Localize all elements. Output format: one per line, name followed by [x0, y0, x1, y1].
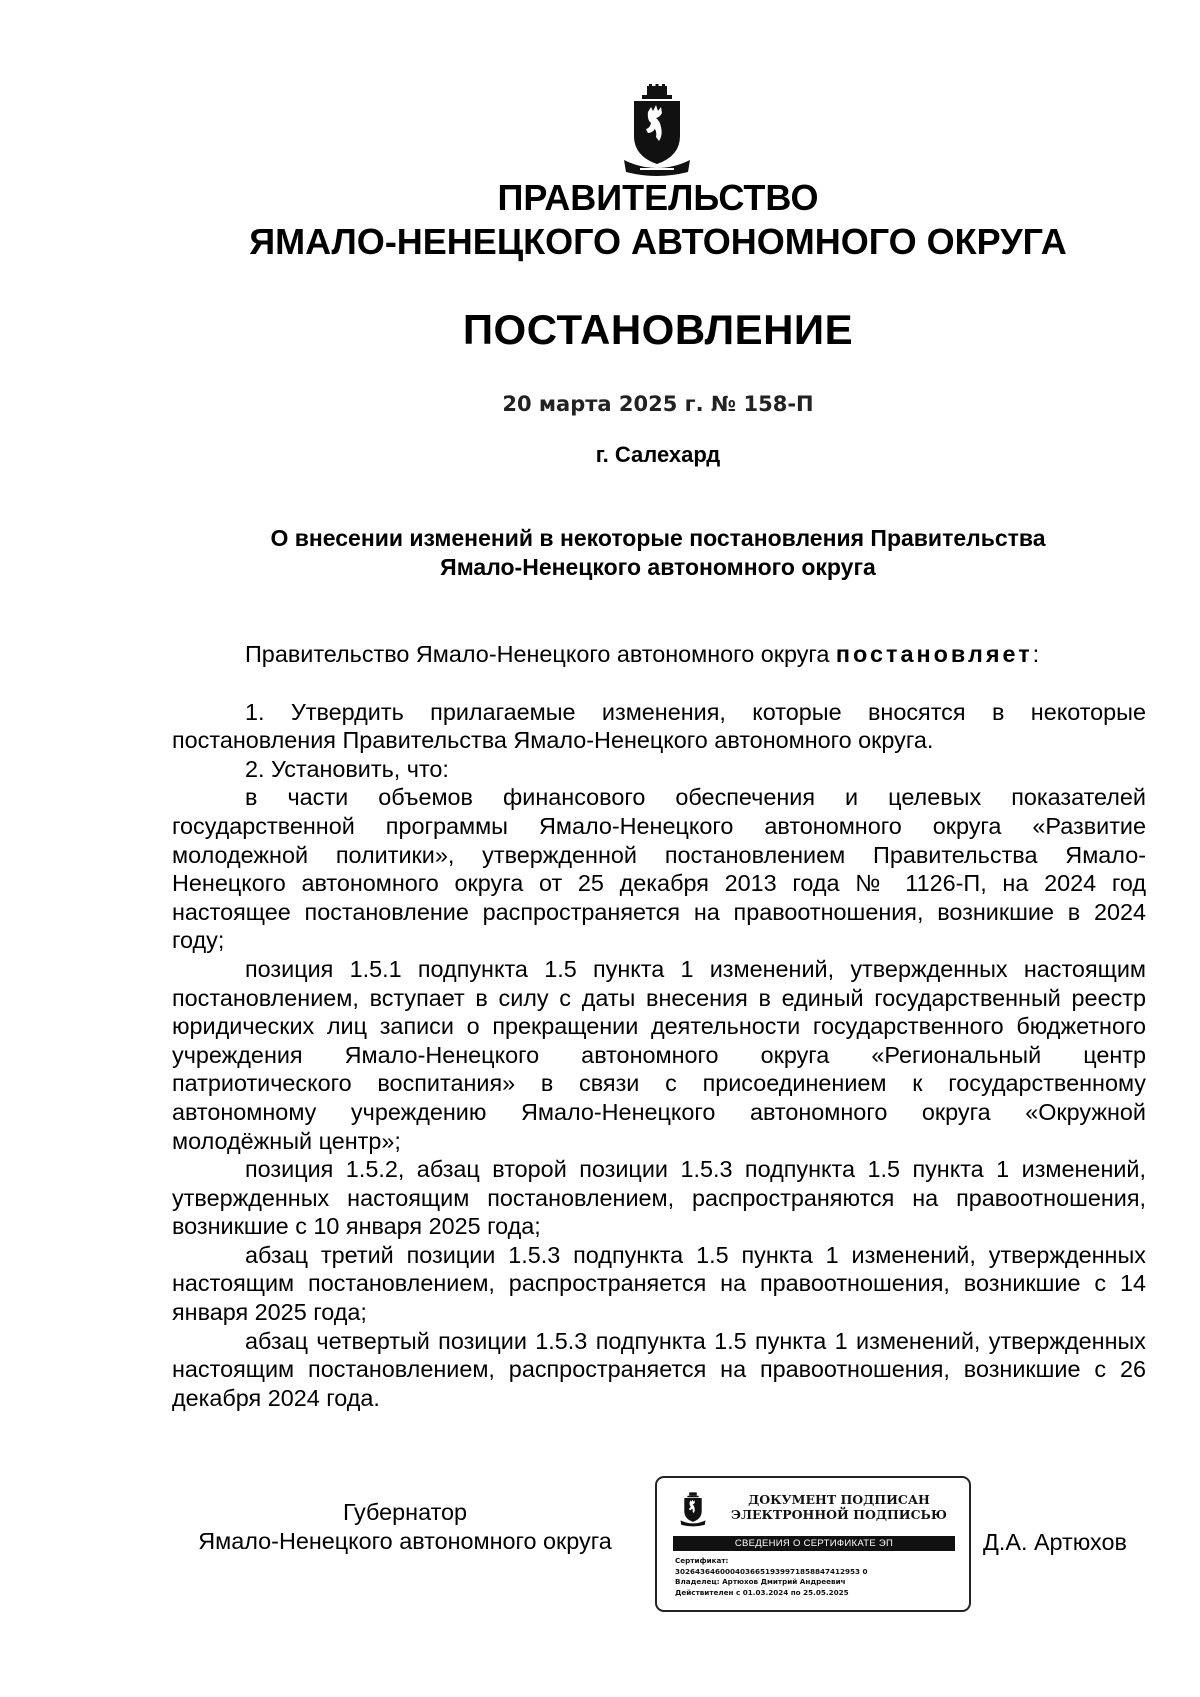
body-paragraph: позиция 1.5.2, абзац второй позиции 1.5.3 подпункта 1.5 пункта 1 изменений, утвержденных настоящим постановлением, распространяются на правоотношения, возникшие с 10 января 2025 года; — [172, 1156, 1146, 1240]
stamp-title-line1: ДОКУМЕНТ ПОДПИСАН — [748, 1492, 930, 1507]
body-paragraph: позиция 1.5.1 подпункта 1.5 пункта 1 изменений, утвержденных настоящим постановлением, вступает в силу с даты внесения в единый государственный реестр юридических лиц записи о прекращении деятельности государственного бюджетного учреждения Ямало-Ненецкого автономного округа «Региональный центр патриотического воспитания» в связи с присоединением к государственному автономному учреждению Ямало-Ненецкого автономного округа «Окружной молодёжный центр»; — [172, 955, 1146, 1154]
government-title — [0, 176, 1200, 264]
stamp-coat-of-arms-icon — [679, 1490, 707, 1528]
stamp-certificate-bar: СВЕДЕНИЯ О СЕРТИФИКАТЕ ЭП — [673, 1536, 955, 1551]
electronic-signature-stamp — [655, 1476, 971, 1612]
stamp-title-line2: ЭЛЕКТРОННОЙ ПОДПИСЬЮ — [731, 1507, 947, 1522]
stamp-cert-number: 3026436460004036651939971858847412953 0 — [675, 1566, 868, 1576]
government-title-line1: ПРАВИТЕЛЬСТВО — [497, 177, 819, 218]
body-paragraph: 1. Утвердить прилагаемые изменения, которые вносятся в некоторые постановления Правительства Ямало-Ненецкого автономного округа. — [172, 698, 1146, 754]
preamble-emphasis: постановляет — [835, 641, 1033, 667]
stamp-cert-label: Сертификат: — [675, 1556, 729, 1565]
stamp-certificate-details — [675, 1556, 959, 1598]
body-paragraph: 2. Установить, что: — [245, 755, 449, 782]
government-title-line2: ЯМАЛО-НЕНЕЦКОГО АВТОНОМНОГО ОКРУГА — [249, 221, 1067, 262]
preamble-end: : — [1032, 641, 1040, 667]
body-paragraph: абзац третий позиции 1.5.3 подпункта 1.5 пункта 1 изменений, утвержденных настоящим постановлением, распространяется на правоотношения, возникшие с 14 января 2025 года; — [172, 1241, 1146, 1326]
preamble-paragraph — [172, 640, 1146, 669]
body-paragraph: абзац четвертый позиции 1.5.3 подпункта 1.5 пункта 1 изменений, утвержденных настоящим постановлением, распространяется на правоотношения, возникшие с 26 декабря 2024 года. — [172, 1327, 1146, 1411]
document-city: г. Салехард — [595, 442, 721, 467]
subject-line1: О внесении изменений в некоторые постановления Правительства — [270, 525, 1046, 551]
stamp-owner: Владелец: Артюхов Дмитрий Андреевич — [675, 1577, 846, 1586]
signatory-position — [170, 1498, 640, 1555]
subject-line2: Ямало-Ненецкого автономного округа — [440, 554, 876, 580]
body-paragraph: в части объемов финансового обеспечения и целевых показателей государственной программы Ямало-Ненецкого автономного округа «Развитие молодежной политики», утвержденной постановлением Правительства Ямало-Ненецкого автономного округа от 25 декабря 2013 года № 1126-П, на 2024 год настоящее постановление распространяется на правоотношения, возникшие в 2024 году; — [172, 784, 1146, 954]
preamble-text: Правительство Ямало-Ненецкого автономного округа — [245, 641, 836, 667]
document-type: ПОСТАНОВЛЕНИЕ — [462, 306, 854, 353]
coat-of-arms-icon — [620, 84, 694, 176]
document-subject — [170, 524, 1146, 582]
signatory-position-line2: Ямало-Ненецкого автономного округа — [198, 1527, 612, 1554]
signatory-position-line1: Губернатор — [342, 1499, 468, 1525]
signatory-name: Д.А. Артюхов — [983, 1529, 1127, 1555]
stamp-title — [719, 1492, 959, 1522]
document-date-number: 20 марта 2025 г. № 158-П — [502, 392, 814, 416]
document-body — [172, 640, 1146, 1412]
stamp-valid: Действителен с 01.03.2024 по 25.05.2025 — [675, 1587, 849, 1597]
